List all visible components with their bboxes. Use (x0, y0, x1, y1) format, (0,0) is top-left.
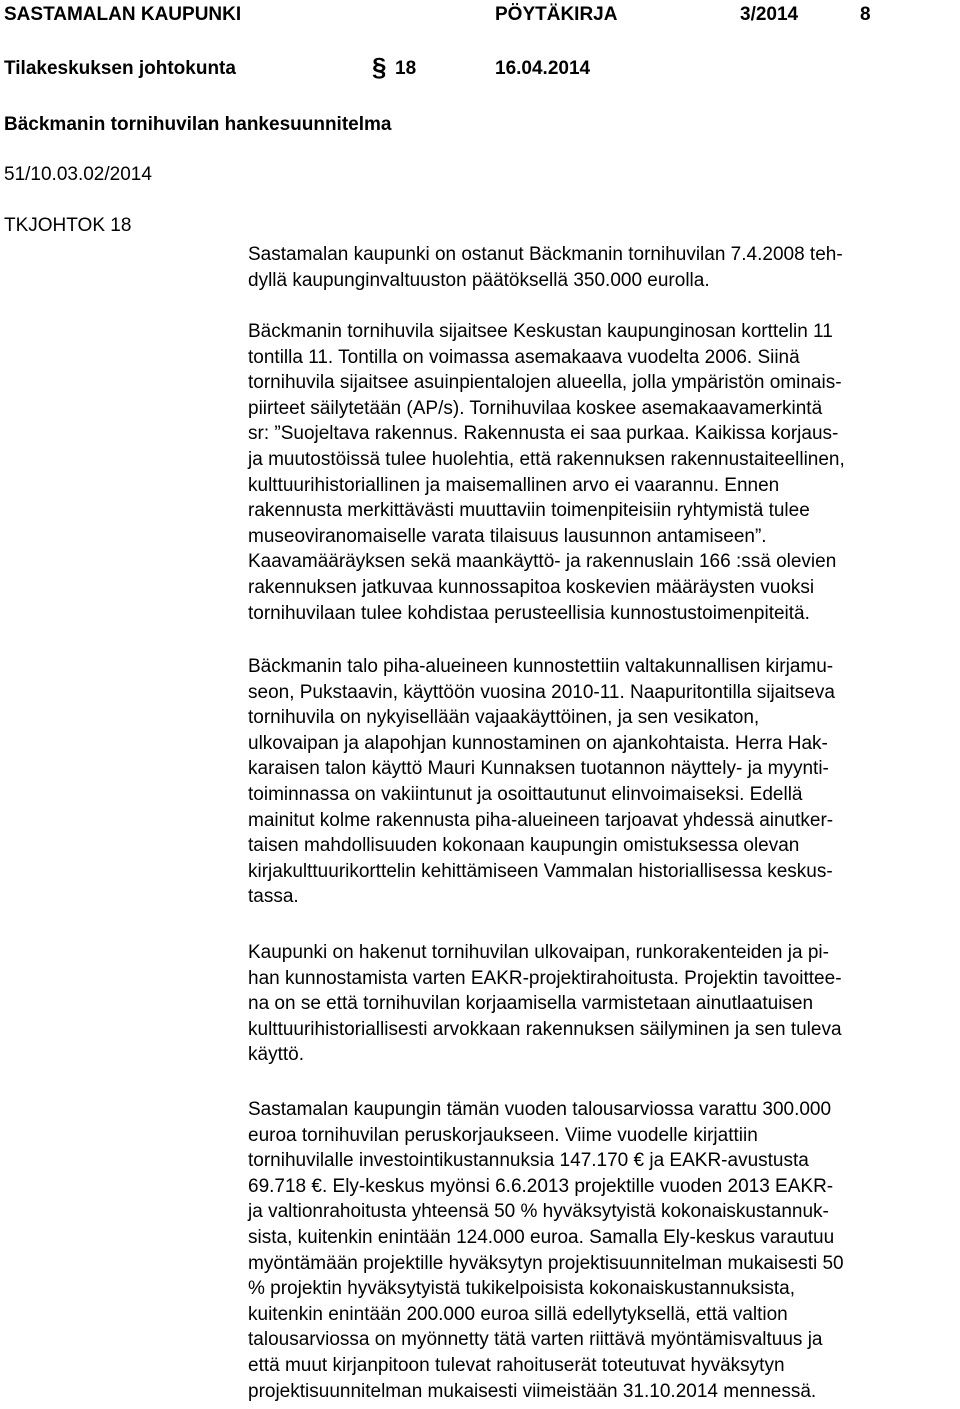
text-line: mainitut kolme rakennusta piha-alueineen tarjoavat yhdessä ainutker- (248, 809, 834, 831)
item-title: Bäckmanin tornihuvilan hankesuunnitelma (4, 114, 392, 135)
paragraph-4 (248, 940, 948, 1068)
document-number: 3/2014 (740, 4, 799, 25)
text-line: 69.718 €. Ely-keskus myönsi 6.6.2013 projektille vuoden 2013 EAKR- (248, 1175, 834, 1197)
text-line: käyttö. (248, 1044, 304, 1066)
text-line: ulkovaipan ja alapohjan kunnostaminen on ajankohtaista. Herra Hak- (248, 732, 828, 754)
paragraph-1 (248, 242, 948, 293)
text-line: euroa tornihuvilan peruskorjaukseen. Viime vuodelle kirjattiin (248, 1124, 758, 1146)
text-line: taisen mahdollisuuden kokonaan kaupungin omistuksessa olevan (248, 835, 800, 857)
text-line: rakennusta merkittävästi muuttaviin toimenpiteisiin ryhtymistä tulee (248, 500, 810, 522)
text-line: na on se että tornihuvilan korjaamisella varmistetaan ainutlaatuisen (248, 993, 814, 1015)
text-line: museoviranomaiselle varata tilaisuus lausunnon antamiseen”. (248, 525, 767, 547)
paragraph-2 (248, 319, 948, 626)
section-number: 18 (395, 58, 417, 79)
text-line: seon, Pukstaavin, käyttöön vuosina 2010-11. Naapuritontilla sijaitseva (248, 681, 835, 703)
preparer-label: TKJOHTOK 18 (4, 215, 132, 236)
text-line: piirteet säilytetään (AP/s). Tornihuvilaa koskee asemakaavamerkintä (248, 397, 823, 419)
text-line: tornihuvilaan tulee kohdistaa perusteellisia kunnostustoimenpiteitä. (248, 602, 810, 624)
org-name: SASTAMALAN KAUPUNKI (4, 4, 242, 25)
text-line: tassa. (248, 886, 299, 908)
meeting-date: 16.04.2014 (495, 58, 591, 79)
text-line: projektisuunnitelman mukaisesti viimeistään 31.10.2014 mennessä. (248, 1380, 817, 1402)
text-line: kirjakulttuurikorttelin kehittämiseen Vammalan historiallisessa keskus- (248, 860, 833, 882)
text-line: toiminnassa on vakiintunut ja osoittautunut elinvoimaiseksi. Edellä (248, 783, 803, 805)
text-line: tornihuvilalle investointikustannuksia 147.170 € ja EAKR-avustusta (248, 1150, 809, 1172)
text-line: tornihuvila on nykyisellään vajaakäyttöinen, ja sen vesikaton, (248, 707, 760, 729)
text-line: ja valtionrahoitusta yhteensä 50 % hyväksytyistä kokonaiskustannuk- (248, 1201, 829, 1223)
text-line: rakennuksen jatkuvaa kunnossapitoa koskevien määräysten vuoksi (248, 576, 815, 598)
text-line: myöntämään projektille hyväksytyn projektisuunnitelman mukaisesti 50 (248, 1252, 844, 1274)
page-number: 8 (860, 4, 871, 25)
text-line: tornihuvila sijaitsee asuinpientalojen alueella, jolla ympäristön ominais- (248, 372, 842, 394)
document-type: PÖYTÄKIRJA (495, 4, 618, 25)
text-line: Bäckmanin tornihuvila sijaitsee Keskustan kaupunginosan korttelin 11 (248, 321, 833, 342)
text-line: ja muutostöissä tulee huolehtia, että rakennuksen rakennustaiteellinen, (248, 448, 845, 470)
reference-number: 51/10.03.02/2014 (4, 164, 152, 185)
text-line: Bäckmanin talo piha-alueineen kunnostettiin valtakunnallisen kirjamu- (248, 656, 834, 677)
text-line: % projektin hyväksytyistä tukikelpoisista kokonaiskustannuksista, (248, 1278, 796, 1300)
section-symbol: § (372, 52, 387, 82)
text-line: Kaavamääräyksen sekä maankäyttö- ja rakennuslain 166 :ssä olevien (248, 551, 837, 573)
text-line: karaisen talon käyttö Mauri Kunnaksen tuotannon näyttely- ja myynti- (248, 758, 829, 780)
text-line: Sastamalan kaupungin tämän vuoden talousarviossa varattu 300.000 (248, 1099, 832, 1120)
text-line: että muut kirjanpitoon tulevat rahoituserät toteutuvat hyväksytyn (248, 1354, 785, 1376)
text-line: kulttuurihistoriallinen ja maisemallinen arvo ei vaarannu. Ennen (248, 474, 780, 496)
text-line: talousarviossa on myönnetty tätä varten riittävä myöntämisvaltuus ja (248, 1329, 823, 1351)
text-line: Sastamalan kaupunki on ostanut Bäckmanin tornihuvilan 7.4.2008 teh- (248, 244, 843, 265)
text-line: sista, kuitenkin enintään 124.000 euroa. Samalla Ely-keskus varautuu (248, 1226, 835, 1248)
text-line: kulttuurihistoriallisesti arvokkaan rakennuksen säilyminen ja sen tuleva (248, 1018, 842, 1040)
text-line: dyllä kaupunginvaltuuston päätöksellä 350.000 eurolla. (248, 269, 710, 291)
paragraph-3 (248, 654, 948, 910)
text-line: han kunnostamista varten EAKR-projektirahoitusta. Projektin tavoittee- (248, 967, 842, 989)
text-line: kuitenkin enintään 200.000 euroa sillä edellytyksellä, että valtion (248, 1303, 788, 1325)
committee-name: Tilakeskuksen johtokunta (4, 58, 236, 79)
text-line: tontilla 11. Tontilla on voimassa asemakaava vuodelta 2006. Siinä (248, 346, 800, 368)
text-line: Kaupunki on hakenut tornihuvilan ulkovaipan, runkorakenteiden ja pi- (248, 942, 829, 963)
text-line: sr: ”Suojeltava rakennus. Rakennusta ei saa purkaa. Kaikissa korjaus- (248, 423, 839, 445)
paragraph-5 (248, 1097, 948, 1404)
